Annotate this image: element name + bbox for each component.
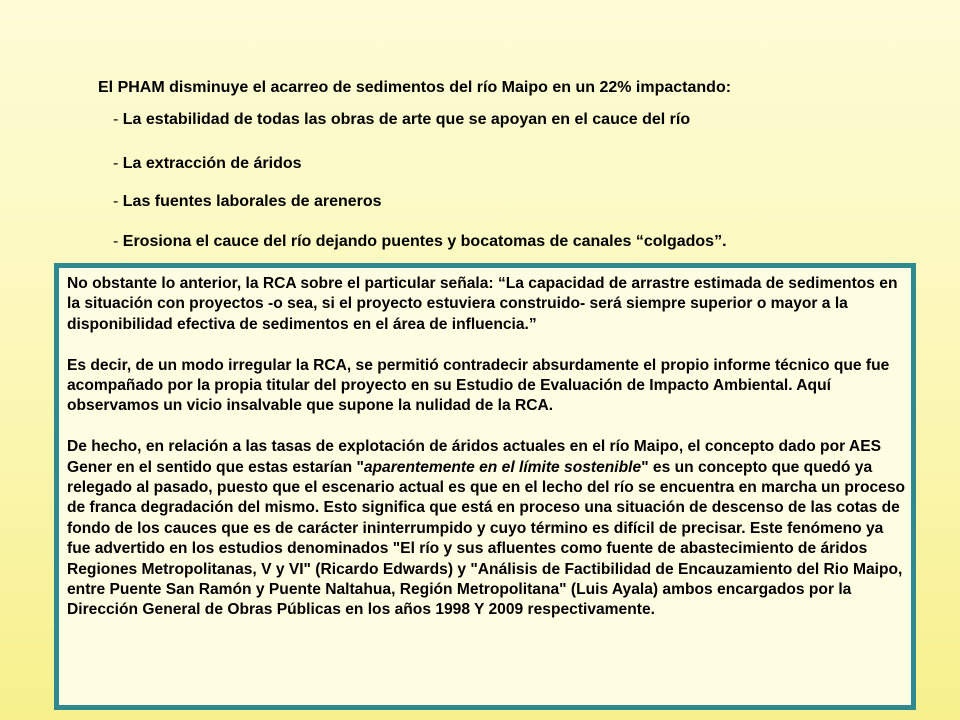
- paragraph-italic-phrase: aparentemente en el límite sostenible: [363, 458, 642, 476]
- text-panel: [54, 263, 916, 710]
- panel-paragraph-rca-quote: No obstante lo anterior, la RCA sobre el particular señala: “La capacidad de arrastre estimada de sedimentos en la situación con proyectos -o sea, si el proyecto estuviera construido- será siempre superior o mayor a la disponibilidad efectiva de sedimentos en el área de influencia.”: [67, 275, 898, 333]
- slide-headline: El PHAM disminuye el acarreo de sedimentos del río Maipo en un 22% impactando:: [98, 79, 732, 96]
- bullet-text: La extracción de áridos: [122, 155, 302, 172]
- bullet-item: [113, 155, 893, 173]
- bullet-text: Erosiona el cauce del río dejando puentes y bocatomas de canales “colgados”.: [122, 233, 727, 250]
- bullet-dash: -: [113, 155, 123, 172]
- bullet-item: [113, 111, 893, 129]
- paragraph-text-part: " es un concepto que quedó ya relegado al pasado, puesto que el escenario actual es que en el lecho del río se encuentra en marcha un proceso de franca degradación del mismo. Esto significa que está en proceso una situación de descenso de las cotas de fondo de los cauces que es de carácter ininterrumpido y cuyo término es difícil de precisar. Este fenómeno ya fue advertido en los estudios denominados "El río y sus afluentes como fuente de abastecimiento de áridos Regiones Metropolitanas, V y VI" (Ricardo Edwards) y "Análisis de Factibilidad de Encauzamiento del Rio Maipo, entre Puente San Ramón y Puente Naltahua, Región Metropolitana" (Luis Ayala) ambos encargados por la Dirección General de Obras Públicas en los años 1998 Y 2009 respectivamente.: [67, 458, 906, 619]
- bullet-text: La estabilidad de todas las obras de arte que se apoyan en el cauce del río: [122, 111, 691, 128]
- paragraph-text-part: De hecho, en relación a las tasas de explotación de áridos actuales en el río Maipo, el concepto dado por AES Gener en el sentido que estas estarían ": [67, 438, 881, 476]
- bullet-text: Las fuentes laborales de areneros: [122, 193, 382, 210]
- bullet-dash: -: [113, 233, 123, 250]
- panel-paragraph-extraction-rates: [67, 437, 905, 621]
- bullet-item: [113, 233, 893, 251]
- bullet-dash: -: [113, 111, 123, 128]
- bullet-dash: -: [113, 193, 123, 210]
- bullet-item: [113, 193, 893, 211]
- panel-paragraph-irregularity: Es decir, de un modo irregular la RCA, se permitió contradecir absurdamente el propio informe técnico que fue acompañado por la propia titular del proyecto en su Estudio de Evaluación de Impacto Ambiental. Aquí observamos un vicio insalvable que supone la nulidad de la RCA.: [67, 356, 890, 415]
